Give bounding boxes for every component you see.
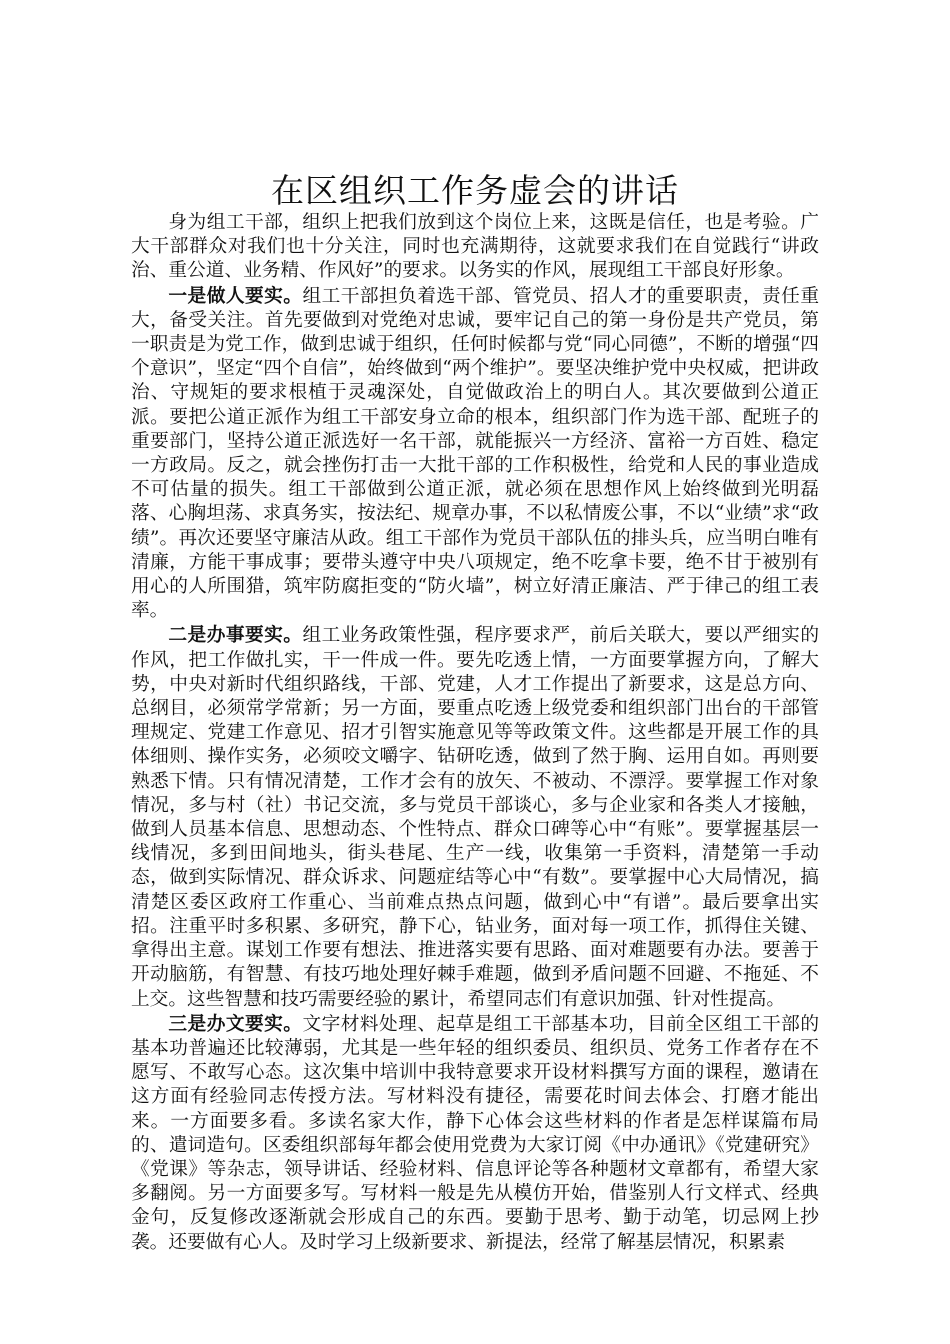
paragraph-lead: 二是办事要实。 [168,624,303,647]
paragraph-lead: 三是办文要实。 [168,1012,303,1035]
document-body [131,210,819,1255]
paragraph-work [131,623,819,1011]
document-title: 在区组织工作务虚会的讲话 [271,171,679,210]
paragraph-conduct [131,284,819,624]
paragraph-text: 组工业务政策性强，程序要求严，前后关联大，要以严细实的作风，把工作做扎实，干一件成一件。要先吃透上情，一方面要掌握方向，了解大势，中央对新时代组织路线，干部、党建，人才工作提出了新要求，这是总方向、总纲目，必须常学常新；另一方面，要重点吃透上级党委和组织部门出台的干部管理规定、党建工作意见、招才引智实施意见等等政策文件。这些都是开展工作的具体细则、操作实务，必须咬文嚼字、钻研吃透，做到了然于胸、运用自如。再则要熟悉下情。只有情况清楚，工作才会有的放矢、不被动、不漂浮。要掌握工作对象情况，多与村（社）书记交流，多与党员干部谈心，多与企业家和各类人才接触，做到人员基本信息、思想动态、个性特点、群众口碑等心中“有账”。要掌握基层一线情况，多到田间地头，街头巷尾、生产一线，收集第一手资料，清楚第一手动态，做到实际情况、群众诉求、问题症结等心中“有数”。要掌握中心大局情况，搞清楚区委区政府工作重心、当前难点热点问题，做到心中“有谱”。最后要拿出实招。注重平时多积累、多研究，静下心，钻业务，面对每一项工作，抓得住关键、拿得出主意。谋划工作要有想法、推进落实要有思路、面对难题要有办法。要善于开动脑筋，有智慧、有技巧地处理好棘手难题，做到矛盾问题不回避、不拖延、不上交。这些智慧和技巧需要经验的累计，希望同志们有意识加强、针对性提高。 [131,625,820,1010]
paragraph-text: 组工干部担负着选干部、管党员、招人才的重要职责，责任重大，备受关注。首先要做到对党绝对忠诚，要牢记自己的第一身份是共产党员，第一职责是为党工作，做到忠诚于组织，任何时候都与党“同心同德”，不断的增强“四个意识”，坚定“四个自信”，始终做到“两个维护”。要坚决维护党中央权威，把讲政治、守规矩的要求根植于灵魂深处，自觉做政治上的明白人。其次要做到公道正派。要把公道正派作为组工干部安身立命的根本，组织部门作为选干部、配班子的重要部门，坚持公道正派选好一名干部，就能振兴一方经济、富裕一方百姓、稳定一方政局。反之，就会挫伤打击一大批干部的工作积极性，给党和人民的事业造成不可估量的损失。组工干部做到公道正派，就必须在思想作风上始终做到光明磊落、心胸坦荡、求真务实，按法纪、规章办事，不以私情废公事，不以“业绩”求“政绩”。再次还要坚守廉洁从政。组工干部作为党员干部队伍的排头兵，应当明白唯有清廉，方能干事成事；要带头遵守中央八项规定，绝不吃拿卡要，绝不甘于被别有用心的人所围猎，筑牢防腐拒变的“防火墙”，树立好清正廉洁、严于律己的组工表率。 [131,285,820,622]
paragraph-text: 身为组工干部，组织上把我们放到这个岗位上来，这既是信任，也是考验。广大干部群众对我们也十分关注，同时也充满期待，这就要求我们在自觉践行“讲政治、重公道、业务精、作风好”的要求。以务实的作风，展现组工干部良好形象。 [131,212,819,282]
paragraph-writing [131,1012,819,1255]
paragraph-lead: 一是做人要实。 [168,284,303,307]
paragraph-text: 文字材料处理、起草是组工干部基本功，目前全区组工干部的基本功普遍还比较薄弱，尤其是一些年轻的组织委员、组织员、党务工作者存在不愿写、不敢写心态。这次集中培训中我特意要求开设材料撰写方面的课程，邀请在这方面有经验同志传授方法。写材料没有捷径，需要花时间去体会、打磨才能出来。一方面要多看。多读名家大作，静下心体会这些材料的作者是怎样谋篇布局的、遣词造句。区委组织部每年都会使用党费为大家订阅《中办通讯》《党建研究》《党课》等杂志，领导讲话、经验材料、信息评论等各种题材文章都有，希望大家多翻阅。另一方面要多写。写材料一般是先从模仿开始，借鉴别人行文样式、经典金句，反复修改逐渐就会形成自己的东西。要勤于思考、勤于动笔，切忌网上抄袭。还要做有心人。及时学习上级新要求、新提法，经常了解基层情况，积累素 [131,1013,820,1253]
paragraph-intro [131,210,819,284]
